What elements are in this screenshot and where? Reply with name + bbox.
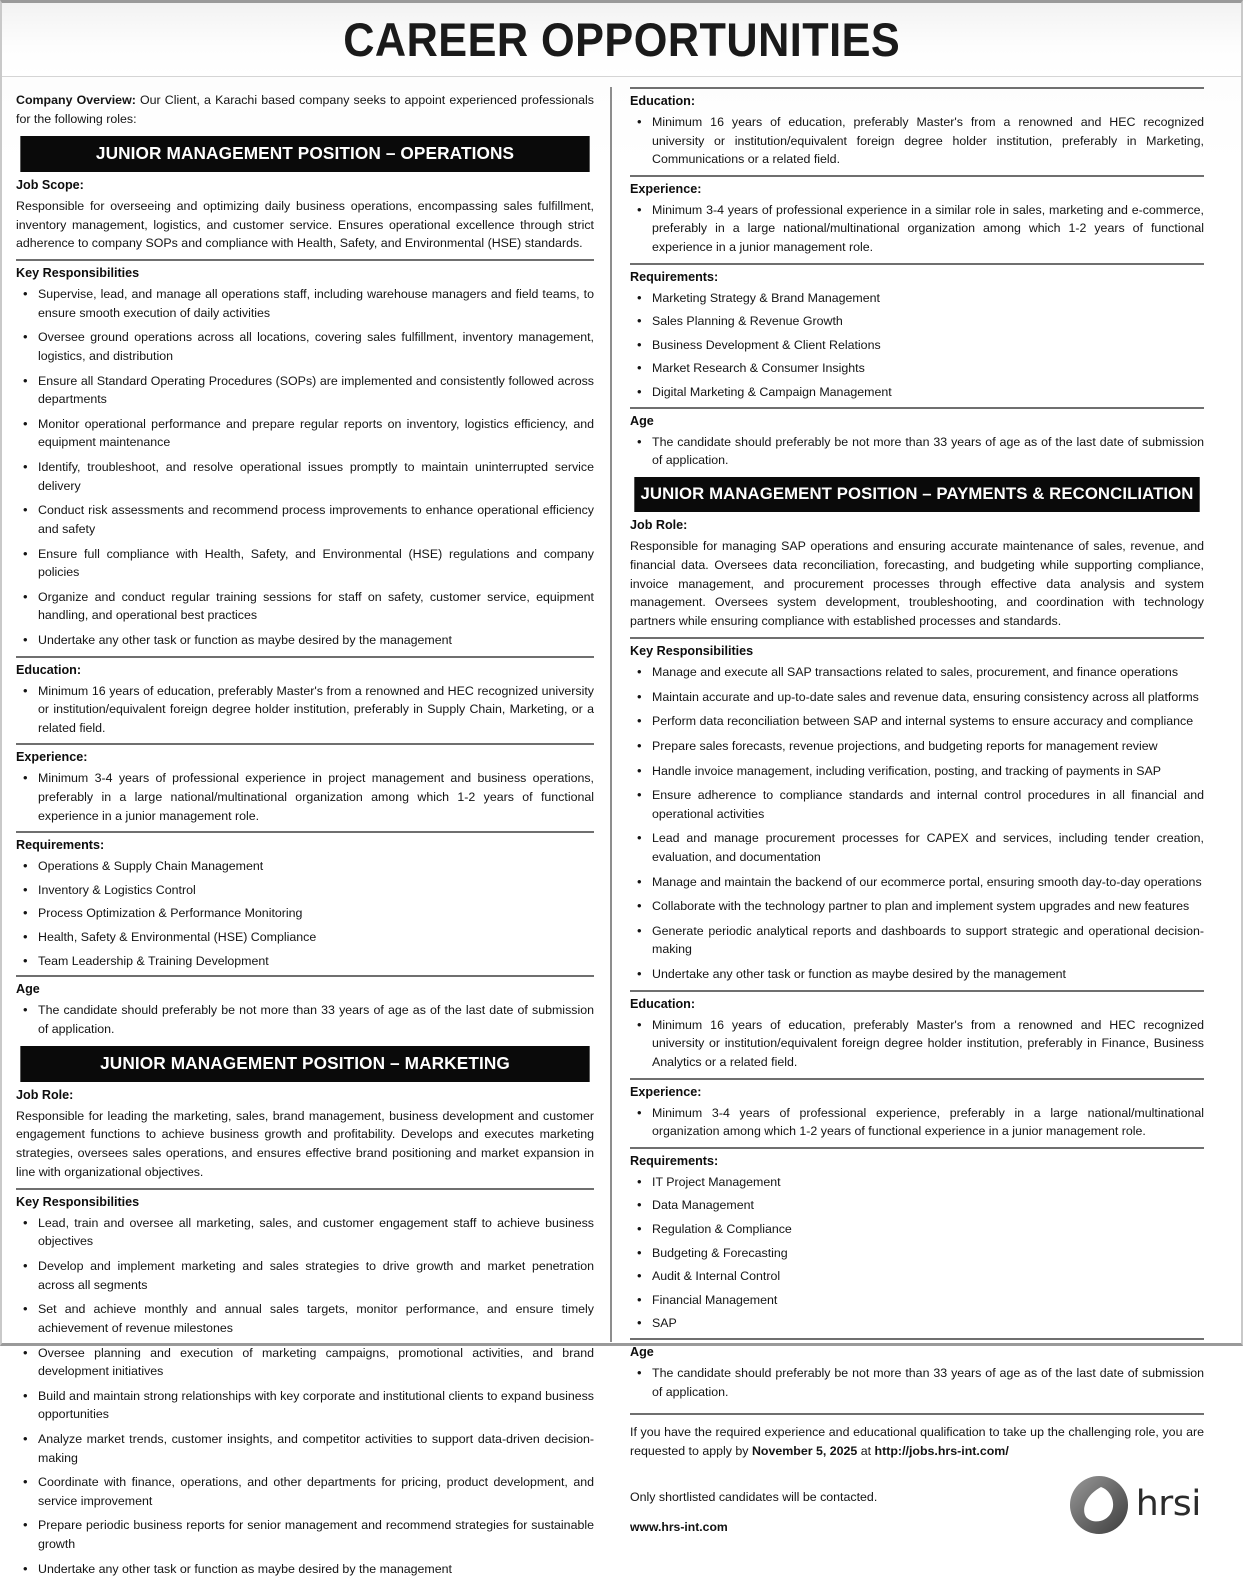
application-deadline: November 5, 2025 (751, 1444, 858, 1459)
list-item: • Operations & Supply Chain Management (36, 857, 594, 876)
operations-education-label: Education: (16, 662, 82, 677)
list-item: • The candidate should preferably be not more than 33 years of age as of the last date of submission of application. (650, 1364, 1204, 1401)
divider (16, 831, 594, 833)
marketing-requirements-list (630, 289, 1204, 402)
list-item: • Data Management (650, 1196, 1204, 1215)
list-item: • Budgeting & Forecasting (650, 1244, 1204, 1263)
payments-experience-list (630, 1104, 1204, 1141)
list-item: • Conduct risk assessments and recommend process improvements to enhance operational efficiency and safety (36, 501, 594, 538)
two-column-body (2, 77, 1241, 1576)
list-item: • Process Optimization & Performance Monitoring (36, 904, 594, 923)
list-item: • Minimum 3-4 years of professional experience, preferably in a large national/multinational organization among which 1-2 years of functional experience in a junior management role. (650, 1104, 1204, 1141)
list-item: • Manage and execute all SAP transactions related to sales, procurement, and finance operations (650, 663, 1204, 682)
masthead (2, 3, 1241, 77)
list-item: • Lead and manage procurement processes for CAPEX and services, including tender creation, evaluation, and documentation (650, 829, 1204, 866)
list-item: • Handle invoice management, including verification, posting, and tracking of payments in SAP (650, 762, 1204, 781)
divider (16, 656, 594, 658)
company-overview-text: Our Client, a Karachi based company seeks to appoint experienced professionals for the following roles: (16, 93, 594, 126)
list-item: • Team Leadership & Training Development (36, 952, 594, 971)
list-item: • Sales Planning & Revenue Growth (650, 312, 1204, 331)
list-item: • Coordinate with finance, operations, and other departments for pricing, product development, and service improvement (36, 1473, 594, 1510)
marketing-role-text: Responsible for leading the marketing, sales, brand management, business development and customer engagement functions to achieve business growth and profitability. Develops and executes marketing strategies, oversees sales operations, and ensures effective brand positioning and market expansion in line with organizational objectives. (16, 1108, 594, 1180)
list-item: • Minimum 16 years of education, preferably Master's from a renowned and HEC recognized university or institution/equivalent foreign degree holder institution, preferably in Supply Chain, Marketing, or a related field. (36, 682, 594, 738)
footer-row (630, 1474, 1204, 1536)
hrsi-ring-icon (1068, 1474, 1130, 1536)
payments-responsibilities-list (630, 663, 1204, 984)
list-item: • Minimum 16 years of education, preferably Master's from a renowned and HEC recognized university or institution/equivalent foreign degree holder institution, preferably in Marketing, Communications or a related field. (650, 113, 1204, 169)
divider (630, 175, 1204, 177)
apply-footer (630, 1413, 1204, 1535)
position-banner-payments: JUNIOR MANAGEMENT POSITION – PAYMENTS & RECONCILIATION (634, 477, 1199, 512)
marketing-responsibilities-label: Key Responsibilities (16, 1194, 140, 1209)
payments-responsibilities-label: Key Responsibilities (630, 644, 754, 659)
payments-experience-label: Experience: (630, 1084, 702, 1099)
operations-requirements-label: Requirements: (16, 838, 105, 853)
hrsi-logo (1068, 1474, 1204, 1536)
list-item: • Minimum 16 years of education, preferably Master's from a renowned and HEC recognized university or institution/equivalent foreign degree holder institution, preferably in Finance, Business Analytics or a related field. (650, 1016, 1204, 1072)
payments-age-list (630, 1364, 1204, 1401)
list-item: • Perform data reconciliation between SAP and internal systems to ensure accuracy and compliance (650, 712, 1204, 731)
list-item: • Identify, troubleshoot, and resolve operational issues promptly to maintain uninterrupted service delivery (36, 458, 594, 495)
operations-scope-label: Job Scope: (16, 177, 84, 192)
payments-role-label: Job Role: (630, 517, 688, 532)
list-item: • The candidate should preferably be not more than 33 years of age as of the last date of submission of application. (650, 433, 1204, 470)
payments-age-label: Age (630, 1344, 654, 1359)
divider (630, 1413, 1204, 1415)
list-item: • Prepare sales forecasts, revenue projections, and budgeting reports for management review (650, 737, 1204, 756)
payments-role-text: Responsible for managing SAP operations and ensuring accurate maintenance of sales, revenue, and financial data. Oversees data reconciliation, forecasting, and budgeting while supporting compliance, invoice management, and procurement processes through effective data analysis and system management. Oversees system development, troubleshooting, and coordination with technology partners while ensuring compliance with established processes and standards. (630, 538, 1204, 629)
company-website[interactable]: www.hrs-int.com (630, 1519, 728, 1534)
page-title: CAREER OPPORTUNITIES (343, 13, 900, 66)
list-item: • Build and maintain strong relationships with key corporate and institutional clients to expand business opportunities (36, 1387, 594, 1424)
payments-education-label: Education: (630, 996, 696, 1011)
operations-responsibilities-list (16, 285, 594, 649)
divider (630, 1338, 1204, 1340)
list-item: • Regulation & Compliance (650, 1220, 1204, 1239)
company-overview-label: Company Overview: (16, 93, 136, 107)
list-item: • Oversee ground operations across all locations, covering sales fulfillment, inventory management, logistics, and distribution (36, 328, 594, 365)
divider (16, 743, 594, 745)
divider (630, 637, 1204, 639)
marketing-role-label: Job Role: (16, 1087, 74, 1102)
operations-age-label: Age (16, 982, 40, 997)
apply-prefix: If you have the required experience and educational qualification to take up the challenging role, you are requested to apply by (630, 1425, 1204, 1459)
list-item: • Audit & Internal Control (650, 1267, 1204, 1286)
operations-scope-text: Responsible for overseeing and optimizing daily business operations, encompassing sales fulfillment, inventory management, logistics, and customer service. Ensures operational excellence through strict adherence to company SOPs and compliance with Health, Safety, and Environmental (HSE) standards. (16, 198, 594, 251)
position-banner-marketing: JUNIOR MANAGEMENT POSITION – MARKETING (20, 1046, 589, 1082)
list-item: • Lead, train and oversee all marketing, sales, and customer engagement staff to achieve business objectives (36, 1214, 594, 1251)
list-item: • Business Development & Client Relations (650, 336, 1204, 355)
payments-requirements-label: Requirements: (630, 1153, 719, 1168)
apply-mid: at (857, 1444, 875, 1459)
list-item: • Minimum 3-4 years of professional experience in a similar role in sales, marketing and e-commerce, preferably in a large national/multinational organization among which 1-2 years of functional experience in a junior management role. (650, 201, 1204, 257)
apply-instructions (630, 1423, 1204, 1461)
marketing-experience-list (630, 201, 1204, 257)
divider (630, 990, 1204, 992)
hrsi-wordmark: hrsi (1136, 1484, 1202, 1525)
divider (630, 87, 1204, 89)
right-column (610, 87, 1204, 1534)
divider (630, 407, 1204, 409)
list-item: • Analyze market trends, customer insights, and competitor activities to support data-driven decision-making (36, 1430, 594, 1467)
marketing-requirements-label: Requirements: (630, 269, 719, 284)
list-item: • Oversee planning and execution of marketing campaigns, promotional activities, and brand development initiatives (36, 1344, 594, 1381)
left-column (16, 87, 610, 1576)
marketing-education-list (630, 113, 1204, 169)
shortlist-note: Only shortlisted candidates will be contacted. (630, 1489, 878, 1504)
list-item: • Inventory & Logistics Control (36, 881, 594, 900)
list-item: • Manage and maintain the backend of our ecommerce portal, ensuring smooth day-to-day operations (650, 873, 1204, 892)
list-item: • Develop and implement marketing and sales strategies to drive growth and market penetration across all segments (36, 1257, 594, 1294)
list-item: • Health, Safety & Environmental (HSE) Compliance (36, 928, 594, 947)
footer-left (630, 1490, 877, 1536)
apply-url-link[interactable]: http://jobs.hrs-int.com/ (874, 1444, 1009, 1459)
marketing-age-label: Age (630, 413, 654, 428)
marketing-education-label: Education: (630, 94, 696, 108)
list-item: • Marketing Strategy & Brand Management (650, 289, 1204, 308)
operations-education-list (16, 682, 594, 738)
list-item: • Ensure adherence to compliance standards and internal control procedures in all financial and operational activities (650, 786, 1204, 823)
list-item: • IT Project Management (650, 1173, 1204, 1192)
list-item: • Maintain accurate and up-to-date sales and revenue data, ensuring consistency across all platforms (650, 688, 1204, 707)
list-item: • Digital Marketing & Campaign Management (650, 383, 1204, 402)
list-item: • Organize and conduct regular training sessions for staff on safety, customer service, equipment handling, and operational best practices (36, 588, 594, 625)
company-overview (16, 91, 594, 129)
divider (16, 1188, 594, 1190)
position-banner-operations: JUNIOR MANAGEMENT POSITION – OPERATIONS (20, 136, 589, 172)
list-item: • Undertake any other task or function as maybe desired by the management (650, 965, 1204, 984)
list-item: • SAP (650, 1314, 1204, 1333)
divider (16, 975, 594, 977)
list-item: • Collaborate with the technology partner to plan and implement system upgrades and new features (650, 897, 1204, 916)
payments-requirements-list (630, 1173, 1204, 1333)
list-item: • Minimum 3-4 years of professional experience in project management and business operations, preferably in a large national/multinational organization among which 1-2 years of functional experience in a junior management role. (36, 769, 594, 825)
list-item: • Ensure full compliance with Health, Safety, and Environmental (HSE) regulations and company policies (36, 545, 594, 582)
operations-requirements-list (16, 857, 594, 970)
divider (630, 1078, 1204, 1080)
list-item: • Monitor operational performance and prepare regular reports on inventory, logistics efficiency, and equipment maintenance (36, 415, 594, 452)
list-item: • The candidate should preferably be not more than 33 years of age as of the last date of submission of application. (36, 1001, 594, 1038)
list-item: • Generate periodic analytical reports and dashboards to support strategic and operational decision-making (650, 922, 1204, 959)
marketing-experience-label: Experience: (630, 181, 702, 196)
list-item: • Ensure all Standard Operating Procedures (SOPs) are implemented and consistently followed across departments (36, 372, 594, 409)
operations-experience-list (16, 769, 594, 825)
divider (16, 259, 594, 261)
payments-education-list (630, 1016, 1204, 1072)
divider (630, 263, 1204, 265)
list-item: • Prepare periodic business reports for senior management and recommend strategies for sustainable growth (36, 1516, 594, 1553)
marketing-responsibilities-list (16, 1214, 594, 1578)
list-item: • Set and achieve monthly and annual sales targets, monitor performance, and ensure timely achievement of revenue milestones (36, 1300, 594, 1337)
list-item: • Financial Management (650, 1291, 1204, 1310)
list-item: • Undertake any other task or function as maybe desired by the management (36, 1560, 594, 1578)
list-item: • Supervise, lead, and manage all operations staff, including warehouse managers and field teams, to ensure smooth execution of daily activities (36, 285, 594, 322)
operations-age-list (16, 1001, 594, 1038)
operations-experience-label: Experience: (16, 750, 88, 765)
list-item: • Market Research & Consumer Insights (650, 359, 1204, 378)
divider (630, 1147, 1204, 1149)
list-item: • Undertake any other task or function as maybe desired by the management (36, 631, 594, 650)
marketing-age-list (630, 433, 1204, 470)
operations-responsibilities-label: Key Responsibilities (16, 266, 140, 281)
